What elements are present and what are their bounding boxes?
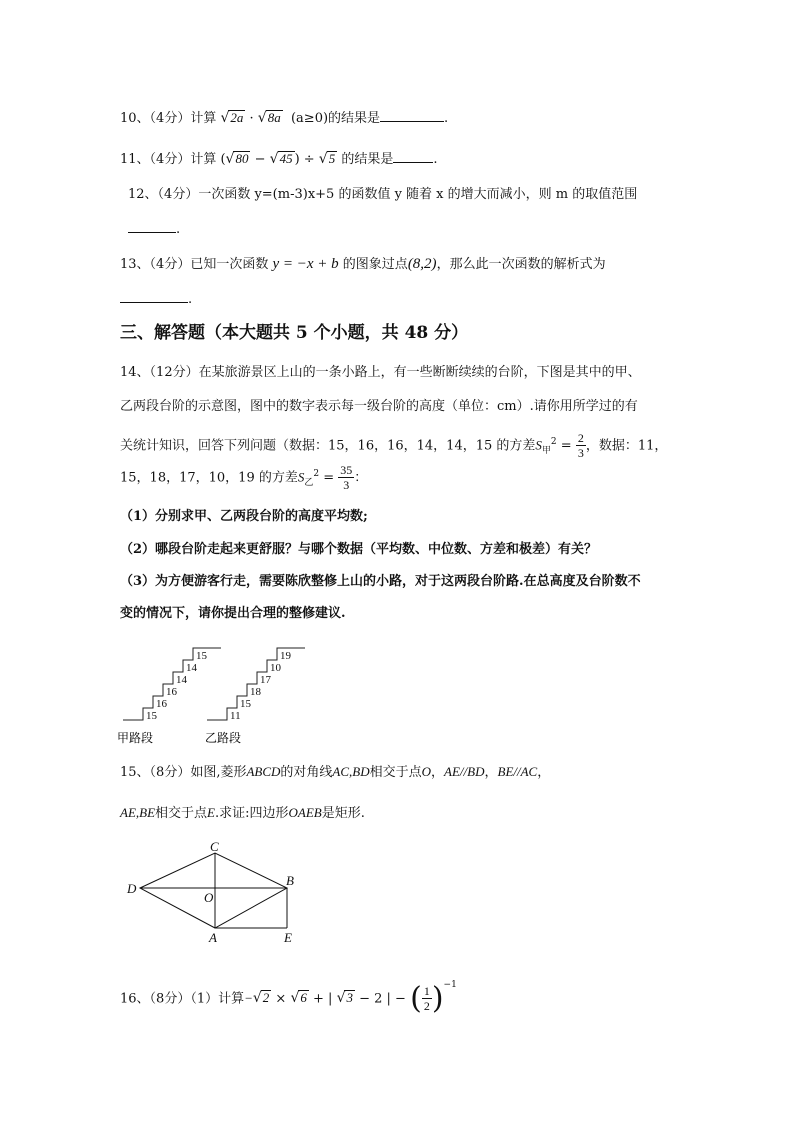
stair-label: 15	[146, 710, 157, 722]
question-15-line1: 15、（8分）如图,菱形ABCD的对角线AC,BD相交于点O，AE//BD，BE//AC，	[120, 764, 551, 780]
q14-line3: 关统计知识，回答下列问题（数据：15，16，16，14，14，15 的方差$S_甲^2$ = $\frac{2}{3}$ ，数据：11，	[120, 431, 668, 461]
answer-blank[interactable]	[120, 290, 188, 303]
stair-label: 14	[176, 674, 187, 686]
stairs-a	[123, 648, 221, 722]
stair-label: 11	[230, 710, 241, 722]
question-15-line2: AE,BE相交于点E.求证:四边形OAEB是矩形.	[120, 805, 365, 821]
stair-label: 10	[270, 662, 281, 674]
question-11: 11、（4分）计算 (√80 − √45 ) ÷ √5 的结果是 .	[120, 151, 438, 167]
question-16: 16、（8分）（1）计算−√2 × √6 + | √3 − 2 | − ( $\frac{1}{2}$ )$^{-1}$	[120, 980, 457, 1016]
question-13-answer: .	[120, 290, 192, 310]
stair-label: 16	[166, 686, 177, 698]
label-o: O	[204, 890, 214, 905]
label-e: E	[284, 930, 292, 945]
stairs-a-caption: 甲路段	[117, 731, 154, 745]
stair-label: 15	[240, 698, 251, 710]
stair-label: 14	[186, 662, 197, 674]
label-d: D	[127, 881, 137, 896]
section-heading: 三、解答题（本大题共 5 个小题，共 48 分）	[120, 323, 469, 343]
answer-blank[interactable]	[380, 109, 444, 122]
q14-line1: 14、（12分）在某旅游景区上山的一条小路上，有一些断断续续的台阶，下图是其中的甲、	[120, 365, 641, 380]
rhombus-figure	[120, 840, 310, 950]
q14-sub3b: 变的情况下，请你提出合理的整修建议.	[120, 606, 346, 621]
variance-fraction-b: $\frac{35}{3}$	[340, 463, 353, 493]
stair-label: 19	[280, 650, 291, 662]
fraction-half: $\frac{1}{2}$	[423, 984, 430, 1014]
question-10: 10、（4分）计算 √2a · √8a (a≥0)的结果是 .	[120, 110, 449, 126]
answer-blank[interactable]	[128, 220, 176, 233]
stairs-b-caption: 乙路段	[205, 731, 242, 745]
answer-blank[interactable]	[393, 150, 433, 163]
q14-sub2: （2）哪段台阶走起来更舒服？与哪个数据（平均数、中位数、方差和极差）有关？	[120, 542, 598, 557]
stair-label: 15	[196, 650, 207, 662]
stairs-b	[207, 648, 305, 722]
q14-line2: 乙两段台阶的示意图，图中的数字表示每一级台阶的高度（单位：cm）.请你用所学过的有	[120, 399, 638, 414]
label-a: A	[209, 930, 217, 945]
q14-sub3a: （3）为方便游客行走，需要陈欣整修上山的小路，对于这两段台阶路.在总高度及台阶数不	[120, 574, 641, 589]
q14-sub1: （1）分别求甲、乙两段台阶的高度平均数;	[120, 509, 368, 524]
stair-label: 18	[250, 686, 261, 698]
variance-fraction-a: $\frac{2}{3}$	[577, 431, 584, 461]
label-b: B	[286, 873, 294, 888]
stair-label: 16	[156, 698, 167, 710]
question-12: 12、（4分）一次函数 y=(m-3)x+5 的函数值 y 随着 x 的增大而减小，则 m 的取值范围	[128, 187, 638, 202]
rhombus-abcd	[140, 853, 287, 928]
stair-label: 17	[260, 674, 271, 686]
question-12-answer: .	[128, 220, 180, 240]
question-13: 13、（4分）已知一次函数 y = −x + b 的图象过点(8,2)，那么此一次函数的解析式为	[120, 256, 606, 272]
label-c: C	[210, 840, 219, 854]
q14-line4: 15，18，17，10，19 的方差$S_乙^2$ = $\frac{35}{3}$ ：	[120, 463, 368, 493]
stairs-figure	[115, 632, 330, 750]
